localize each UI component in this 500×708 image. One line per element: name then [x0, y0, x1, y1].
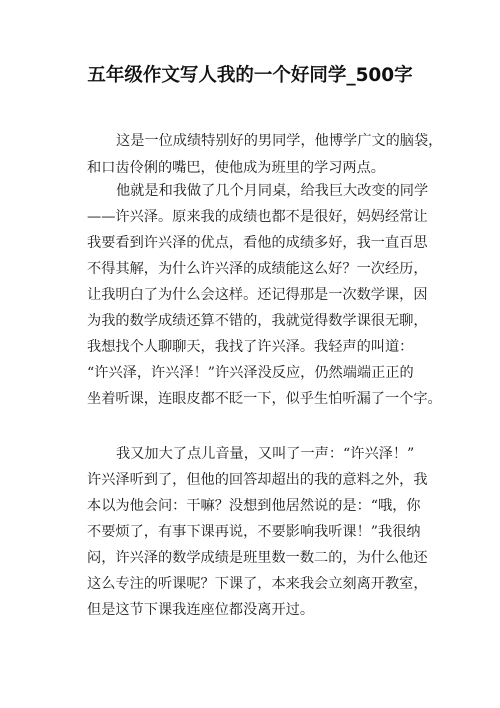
paragraph-1-line-2: 和口齿伶俐的嘴巴，使他成为班里的学习两点。	[87, 160, 385, 176]
paragraph-2-line-6: 为我的数学成绩还算不错的，我就觉得数学课很无聊，	[87, 313, 428, 329]
paragraph-1-line-1: 这是一位成绩特别好的男同学，他博学广文的脑袋，	[116, 133, 443, 149]
paragraph-3-line-1: 我又加大了点儿音量，又叫了一声：“许兴泽！”	[116, 446, 415, 462]
paragraph-3-line-5: 闷，许兴泽的数学成绩是班里数一数二的，为什么他还	[87, 550, 428, 566]
paragraph-2-line-3: 我要看到许兴泽的优点，看他的成绩多好，我一直百思	[87, 235, 428, 251]
paragraph-2-line-2: ——许兴泽。原来我的成绩也都不是很好，妈妈经常让	[87, 209, 428, 225]
paragraph-2-line-5: 让我明白了为什么会这样。还记得那是一次数学课，因	[87, 287, 428, 303]
paragraph-3-line-7: 但是这节下课我连座位都没离开过。	[87, 602, 315, 618]
paragraph-2-line-9: 坐着听课，连眼皮都不眨一下，似乎生怕听漏了一个字。	[87, 391, 442, 407]
paragraph-2-line-4: 不得其解，为什么许兴泽的成绩能这么好？一次经历，	[87, 261, 428, 277]
document-title: 五年级作文写人我的一个好同学_500字	[87, 65, 413, 86]
paragraph-3-line-3: 本以为他会问：干嘛？没想到他居然说的是：“哦，你	[87, 498, 421, 514]
paragraph-3-line-2: 许兴泽听到了，但他的回答却超出的我的意料之外，我	[87, 472, 428, 488]
paragraph-2-line-8: “许兴泽，许兴泽！”许兴泽没反应，仍然端端正正的	[87, 365, 414, 381]
paragraph-3-line-4: 不要烦了，有事下课再说，不要影响我听课！”我很纳	[87, 524, 421, 540]
paragraph-2-line-1: 他就是和我做了几个月同桌，给我巨大改变的同学	[116, 183, 429, 199]
paragraph-2-line-7: 我想找个人聊聊天，我找了许兴泽。我轻声的叫道：	[87, 339, 414, 355]
paragraph-3-line-6: 这么专注的听课呢？下课了，本来我会立刻离开教室，	[87, 576, 428, 592]
